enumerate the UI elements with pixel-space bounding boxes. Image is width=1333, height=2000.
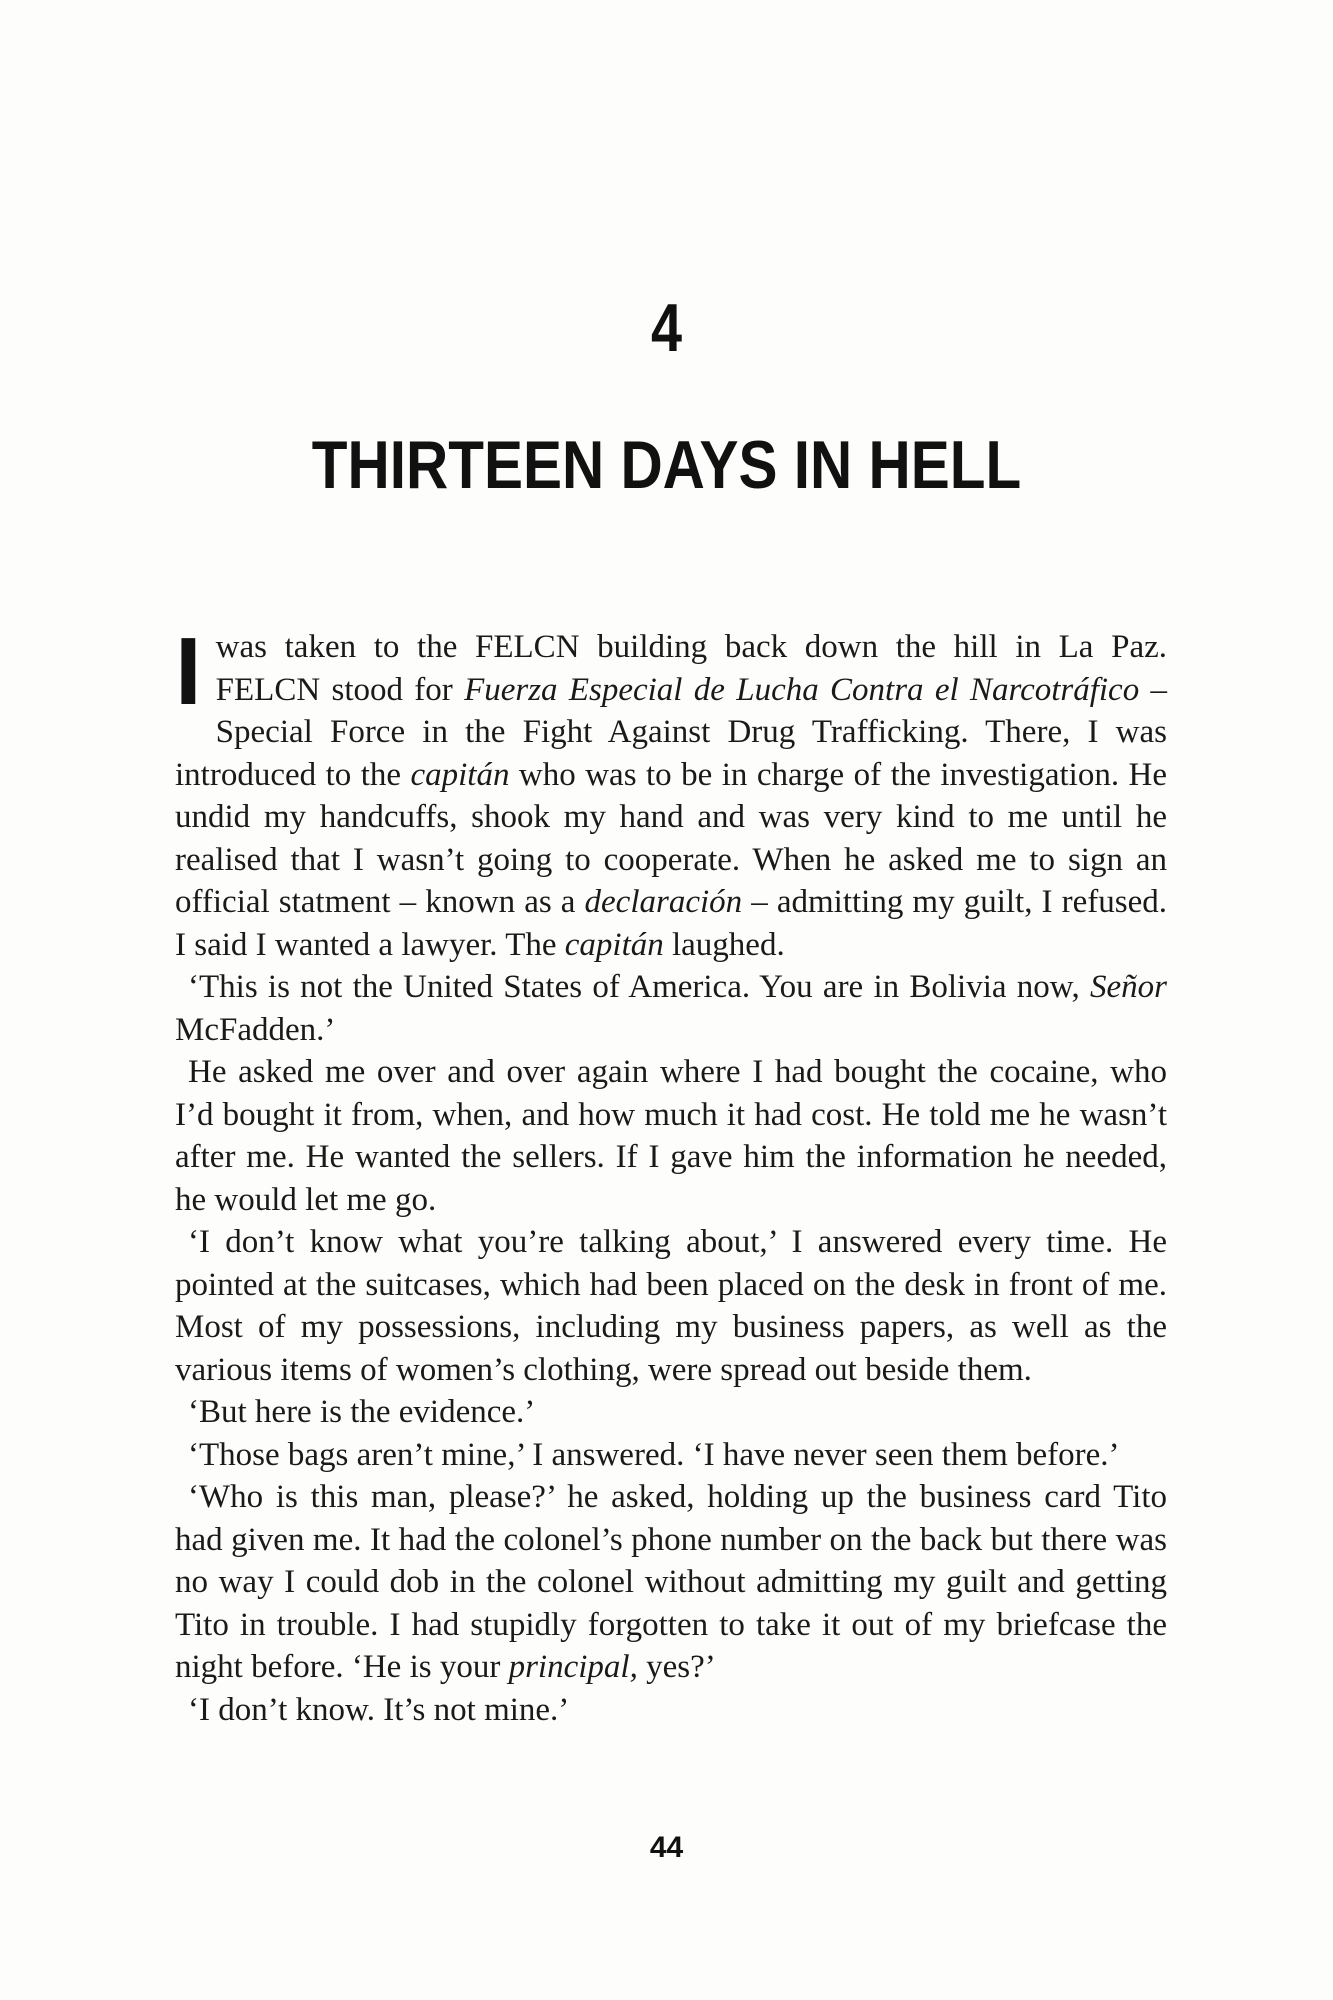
text-run: ‘I don’t know what you’re talking about,’ I answered every time. He pointed at the suitcases, which had been placed on the desk in front of me. Most of my possessions, including my business papers, as well as the various items of women’s clothing, were spread out beside them. bbox=[175, 1224, 1167, 1388]
text-run: ‘But here is the evidence.’ bbox=[188, 1394, 536, 1430]
italic-text: capitán bbox=[410, 756, 510, 793]
paragraph bbox=[175, 618, 1168, 966]
text-run: ‘Who is this man, please?’ he asked, holding up the business card Tito had given me. It had the colonel’s phone number on the back but there was no way I could dob in the colonel without admitting my guilt and getting Tito in trouble. I had stupidly forgotten to take it out of my briefcase the night before. ‘He is your bbox=[175, 1479, 1167, 1685]
page-number: 44 bbox=[649, 1831, 684, 1864]
italic-text: Fuerza Especial de Lucha Contra el Narcotráfico bbox=[464, 671, 1140, 708]
text-run: – admitting my guilt, I refused. I said I wanted a lawyer. The bbox=[175, 884, 1167, 963]
paragraph bbox=[175, 1434, 1167, 1477]
text-run: – Special Force in the Fight Against Drug Trafficking. There, I was introduced to the bbox=[175, 671, 1168, 793]
paragraph bbox=[175, 1221, 1167, 1391]
text-run: was taken to the FELCN building back down the hill in La Paz. FELCN stood for bbox=[215, 629, 1167, 708]
text-run: who was to be in charge of the investigation. He undid my handcuffs, shook my hand and was very kind to me until he realised that I wasn’t going to cooperate. When he asked me to sign an official statment – known as a bbox=[175, 756, 1168, 920]
italic-text: Señor bbox=[1090, 969, 1167, 1005]
paragraph bbox=[175, 1391, 1167, 1434]
italic-text: capitán bbox=[564, 926, 664, 963]
paragraph bbox=[175, 1051, 1167, 1221]
drop-cap: I bbox=[175, 618, 202, 725]
text-run: laughed. bbox=[663, 926, 785, 963]
chapter-title: THIRTEEN DAYS IN HELL bbox=[311, 427, 1022, 503]
paragraph bbox=[175, 966, 1167, 1051]
chapter-number: 4 bbox=[650, 290, 683, 366]
text-run: yes?’ bbox=[637, 1649, 716, 1685]
text-run: ‘This is not the United States of America. You are in Bolivia now, bbox=[188, 969, 1090, 1005]
text-run: McFadden.’ bbox=[175, 1011, 336, 1048]
italic-text: principal, bbox=[508, 1649, 638, 1685]
text-run: ‘Those bags aren’t mine,’ I answered. ‘I have never seen them before.’ bbox=[188, 1436, 1120, 1473]
paragraph bbox=[175, 1689, 1167, 1732]
italic-text: declaración bbox=[584, 884, 743, 920]
paragraph bbox=[175, 1476, 1167, 1689]
chapter-body bbox=[175, 618, 1168, 1731]
text-run: He asked me over and over again where I had bought the cocaine, who I’d bought it from, when, and how much it had cost. He told me he wasn’t after me. He wanted the sellers. If I gave him the information he needed, he would let me go. bbox=[175, 1054, 1167, 1218]
text-run: ‘I don’t know. It’s not mine.’ bbox=[188, 1691, 570, 1728]
